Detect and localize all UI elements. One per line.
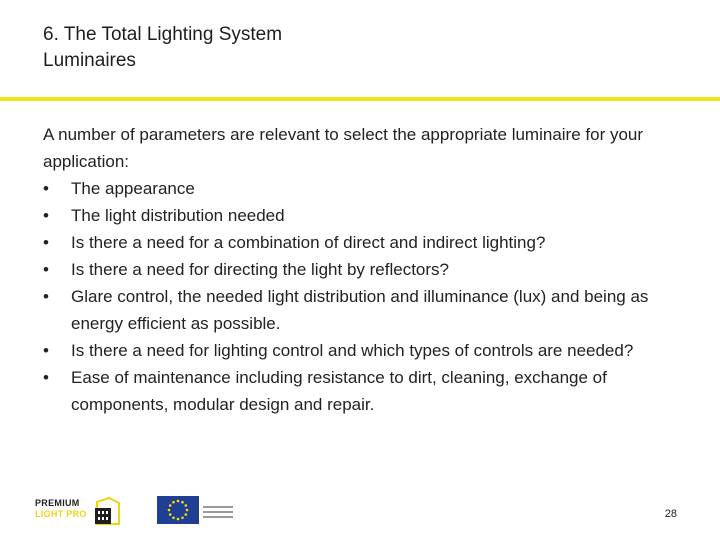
bullet-marker: •: [43, 260, 49, 279]
bullet-marker: •: [43, 287, 49, 306]
slide-title: 6. The Total Lighting System: [43, 24, 283, 45]
slide-subtitle: Luminaires: [43, 50, 136, 71]
bullet-list: [43, 175, 693, 418]
bullet-marker: •: [43, 233, 49, 252]
bullet-marker: •: [43, 341, 49, 360]
bullet-text: The appearance: [71, 179, 195, 198]
intro-paragraph: A number of parameters are relevant to select the appropriate luminaire for your application:: [43, 125, 644, 171]
eu-caption-lines: [203, 506, 233, 521]
bullet-text: Glare control, the needed light distribution and illuminance (lux) and being as energy efficient as possible.: [71, 287, 649, 333]
header-divider: [0, 97, 720, 101]
bullet-text: Is there a need for lighting control and which types of controls are needed?: [71, 341, 634, 360]
slide-footer: [0, 488, 720, 540]
bullet-item: [43, 229, 693, 256]
bullet-marker: •: [43, 206, 49, 225]
premium-light-pro-logo: [35, 494, 127, 526]
bullet-item: [43, 337, 693, 364]
bullet-item: [43, 202, 693, 229]
slide-body: [43, 121, 693, 418]
bullet-item: [43, 364, 693, 418]
slide-header: [43, 22, 282, 74]
page-number: 28: [664, 508, 677, 520]
eu-stars-icon: [157, 496, 199, 524]
bullet-text: Ease of maintenance including resistance to dirt, cleaning, exchange of components, modular design and repair.: [71, 368, 607, 414]
bullet-item: [43, 256, 693, 283]
bullet-text: The light distribution needed: [71, 206, 285, 225]
bullet-item: [43, 175, 693, 202]
building-icon: [91, 494, 123, 526]
bullet-marker: •: [43, 179, 49, 198]
eu-funding-logo: [157, 496, 233, 526]
logo-text-bottom: LIGHT PRO: [35, 509, 87, 519]
logo-text-top: PREMIUM: [35, 498, 80, 508]
bullet-marker: •: [43, 368, 49, 387]
eu-flag-icon: [157, 496, 199, 524]
bullet-item: [43, 283, 693, 337]
bullet-text: Is there a need for directing the light by reflectors?: [71, 260, 449, 279]
bullet-text: Is there a need for a combination of direct and indirect lighting?: [71, 233, 546, 252]
